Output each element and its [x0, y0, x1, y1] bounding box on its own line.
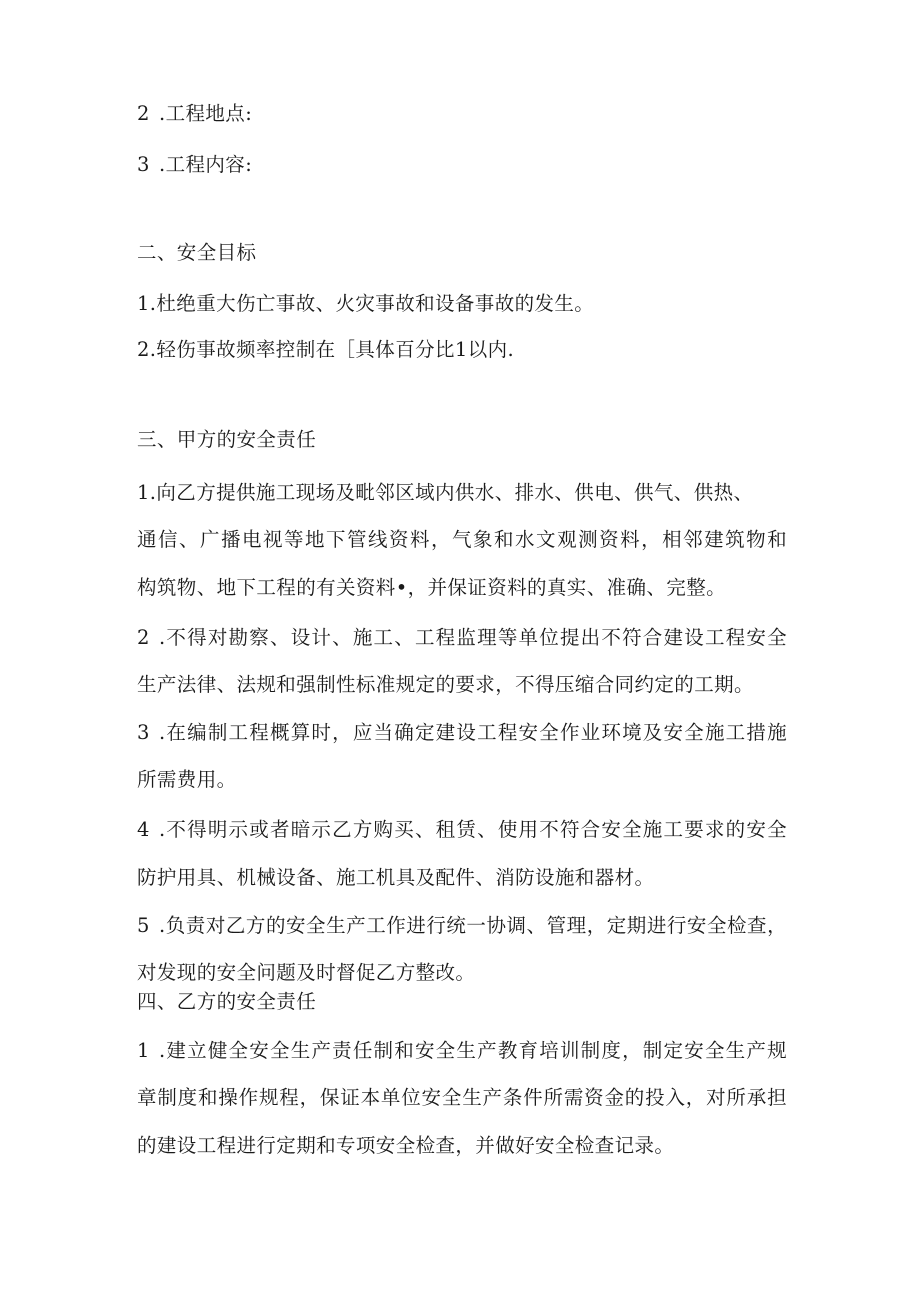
party-a-item3-line2: 所需费用。 — [137, 768, 237, 791]
item-number: 3 — [137, 721, 150, 744]
item-text: .建立健全安全生产责任制和安全生产教育培训制度，制定安全生产规 — [159, 1039, 787, 1062]
party-b-item1-line2: 章制度和操作规程，保证本单位安全生产条件所需资金的投入，对所承担 — [137, 1086, 787, 1109]
item-number: 2 — [137, 626, 150, 649]
item-text: .在编制工程概算时，应当确定建设工程安全作业环境及安全施工措施 — [159, 721, 787, 744]
item-text: .不得对勘察、设计、施工、工程监理等单位提出不符合建设工程安全 — [159, 626, 787, 649]
safety-goal-2: 2.轻伤事故频率控制在［具体百分比1以内. — [137, 338, 515, 361]
party-b-item1-line1 — [137, 1039, 787, 1063]
item-text: .不得明示或者暗示乙方购买、租赁、使用不符合安全施工要求的安全 — [159, 818, 787, 841]
party-a-item3-line1 — [137, 721, 787, 745]
party-a-item2-line2: 生产法律、法规和强制性标准规定的要求，不得压缩合同约定的工期。 — [137, 673, 754, 696]
item-text: .工程内容: — [159, 153, 253, 176]
item-number: 5 — [137, 914, 150, 937]
party-a-item2-line1 — [137, 626, 787, 650]
item-text: .工程地点: — [159, 102, 253, 125]
party-a-item1-line3: 构筑物、地下工程的有关资料•，并保证资料的真实、准确、完整。 — [137, 576, 727, 599]
section-heading-safety-goals: 二、安全目标 — [137, 241, 257, 264]
party-a-item5-line2: 对发现的安全问题及时督促乙方整改。 — [137, 961, 476, 984]
party-a-item1-line2: 通信、广播电视等地下管线资料，气象和水文观测资料，相邻建筑物和 — [137, 528, 787, 551]
section-heading-party-a: 三、甲方的安全责任 — [137, 428, 317, 451]
section-heading-party-b: 四、乙方的安全责任 — [137, 990, 317, 1013]
item-number: 4 — [137, 818, 150, 841]
party-a-item4-line2: 防护用具、机械设备、施工机具及配件、消防设施和器材。 — [137, 866, 655, 889]
safety-goal-1: 1.杜绝重大伤亡事故、火灾事故和设备事故的发生。 — [137, 292, 595, 315]
party-b-item1-line3: 的建设工程进行定期和专项安全检查，并做好安全检查记录。 — [137, 1134, 675, 1157]
party-a-item4-line1 — [137, 818, 787, 842]
project-location-line — [137, 102, 787, 126]
item-number: 3 — [137, 153, 150, 176]
item-text: .负责对乙方的安全生产工作进行统一协调、管理，定期进行安全检查， — [159, 914, 787, 937]
item-number: 2 — [137, 102, 150, 125]
project-content-line — [137, 153, 787, 177]
party-a-item1-line1: 1.向乙方提供施工现场及毗邻区域内供水、排水、供电、供气、供热、 — [137, 481, 754, 504]
item-number: 1 — [137, 1039, 150, 1062]
party-a-item5-line1 — [137, 914, 787, 938]
